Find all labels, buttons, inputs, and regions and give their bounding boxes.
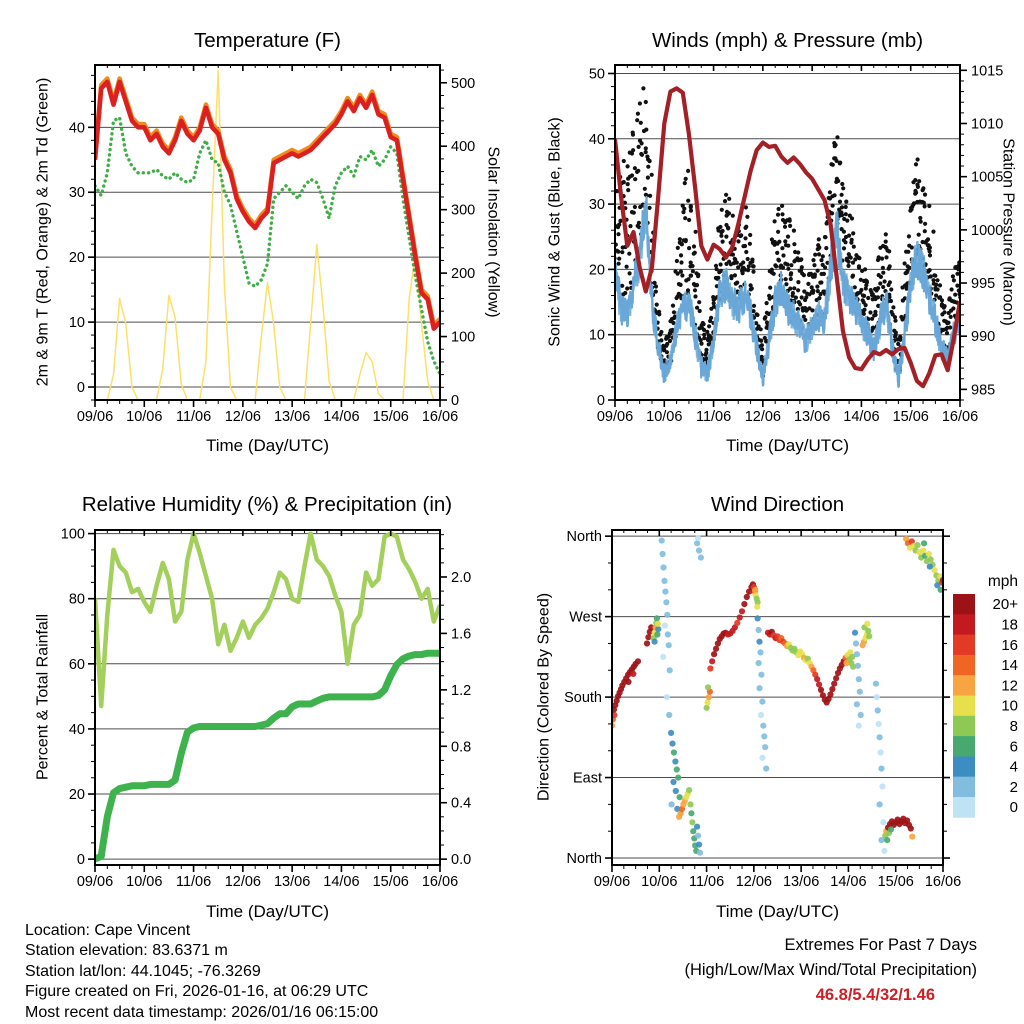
svg-text:14/06: 14/06 <box>830 874 867 890</box>
svg-text:16/06: 16/06 <box>941 409 979 425</box>
station-info-block <box>25 921 378 1023</box>
extremes-subtitle: (High/Low/Max Wind/Total Precipitation) <box>684 961 977 979</box>
svg-text:11/06: 11/06 <box>688 874 725 890</box>
y-axis-label-temperature-left: 2m & 9m T (Red, Orange) & 2m Td (Green) <box>34 77 52 387</box>
svg-text:0: 0 <box>1009 799 1018 817</box>
svg-text:10: 10 <box>588 327 605 344</box>
svg-text:09/06: 09/06 <box>76 409 114 425</box>
svg-text:14/06: 14/06 <box>843 409 880 425</box>
svg-text:14: 14 <box>1001 657 1018 675</box>
svg-text:16/06: 16/06 <box>421 409 459 425</box>
svg-text:16/06: 16/06 <box>421 874 459 890</box>
x-axis-label-winds: Time (Day/UTC) <box>725 436 850 455</box>
svg-text:12/06: 12/06 <box>224 874 262 890</box>
svg-text:13/06: 13/06 <box>273 874 311 890</box>
svg-text:North: North <box>566 851 602 868</box>
figure-created: Figure created on Fri, 2026-01-16, at 06:29 UTC <box>25 983 369 1001</box>
svg-text:500: 500 <box>451 75 476 92</box>
svg-text:12/06: 12/06 <box>735 874 773 890</box>
svg-text:995: 995 <box>971 276 996 293</box>
svg-text:East: East <box>572 770 602 787</box>
svg-text:16/06: 16/06 <box>924 874 962 890</box>
svg-text:100: 100 <box>451 329 476 346</box>
svg-text:16: 16 <box>1001 636 1018 654</box>
svg-text:0: 0 <box>451 393 460 409</box>
svg-text:10/06: 10/06 <box>641 874 678 890</box>
svg-text:15/06: 15/06 <box>372 874 409 890</box>
svg-text:14/06: 14/06 <box>323 874 360 890</box>
svg-text:15/06: 15/06 <box>877 874 914 890</box>
svg-text:990: 990 <box>971 329 996 346</box>
svg-text:20: 20 <box>588 262 605 279</box>
y-axis-label-direction-left: Direction (Colored By Speed) <box>535 592 553 802</box>
svg-text:10/06: 10/06 <box>646 409 683 425</box>
svg-text:8: 8 <box>1009 717 1018 735</box>
svg-text:South: South <box>564 690 602 707</box>
svg-text:10/06: 10/06 <box>126 874 163 890</box>
svg-text:09/06: 09/06 <box>76 874 114 890</box>
svg-text:200: 200 <box>451 266 476 283</box>
svg-text:40: 40 <box>68 120 85 137</box>
svg-text:30: 30 <box>68 185 85 202</box>
panel-title-wind-direction: Wind Direction <box>710 493 845 516</box>
svg-text:1005: 1005 <box>971 169 1004 186</box>
svg-text:10: 10 <box>1001 697 1018 715</box>
svg-text:1000: 1000 <box>971 222 1004 239</box>
svg-text:13/06: 13/06 <box>273 409 311 425</box>
svg-text:13/06: 13/06 <box>793 409 831 425</box>
svg-text:40: 40 <box>588 131 605 148</box>
svg-text:14/06: 14/06 <box>323 409 360 425</box>
station-latlon: Station lat/lon: 44.1045; -76.3269 <box>25 962 261 980</box>
extremes-title: Extremes For Past 7 Days <box>784 936 977 954</box>
svg-text:80: 80 <box>68 591 85 608</box>
svg-text:50: 50 <box>588 66 605 83</box>
panel-title-humidity-precip: Relative Humidity (%) & Precipitation (in) <box>81 493 453 516</box>
svg-text:12: 12 <box>1001 677 1018 695</box>
svg-text:0.8: 0.8 <box>451 739 472 756</box>
svg-text:North: North <box>566 529 602 546</box>
svg-text:60: 60 <box>68 656 85 673</box>
svg-text:1.6: 1.6 <box>451 626 472 643</box>
panel-title-winds-pressure: Winds (mph) & Pressure (mb) <box>651 29 924 52</box>
data-timestamp: Most recent data timestamp: 2026/01/16 06:15:00 <box>25 1003 379 1021</box>
svg-text:10/06: 10/06 <box>126 409 163 425</box>
svg-text:11/06: 11/06 <box>175 409 212 425</box>
svg-text:12/06: 12/06 <box>224 409 262 425</box>
svg-text:09/06: 09/06 <box>593 874 631 890</box>
station-location: Location: Cape Vincent <box>25 922 191 939</box>
y-axis-label-pressure-right: Station Pressure (Maroon) <box>999 138 1017 326</box>
svg-text:13/06: 13/06 <box>782 874 820 890</box>
svg-text:1.2: 1.2 <box>451 682 472 699</box>
svg-text:20+: 20+ <box>992 596 1018 614</box>
svg-text:18: 18 <box>1001 616 1018 634</box>
svg-text:15/06: 15/06 <box>372 409 409 425</box>
svg-text:30: 30 <box>588 197 605 214</box>
svg-text:300: 300 <box>451 202 476 219</box>
svg-text:20: 20 <box>68 787 85 804</box>
svg-text:11/06: 11/06 <box>695 409 732 425</box>
svg-text:0: 0 <box>76 852 85 869</box>
svg-text:0.4: 0.4 <box>451 795 472 812</box>
y-axis-label-wind-left: Sonic Wind & Gust (Blue, Black) <box>546 117 564 347</box>
svg-text:2.0: 2.0 <box>451 569 472 586</box>
x-axis-label-humidity: Time (Day/UTC) <box>205 902 330 921</box>
svg-text:4: 4 <box>1009 758 1018 776</box>
svg-text:100: 100 <box>60 526 85 543</box>
svg-text:West: West <box>569 609 602 626</box>
extremes-values: 46.8/5.4/32/1.46 <box>815 986 935 1004</box>
svg-text:1010: 1010 <box>971 116 1004 133</box>
svg-text:11/06: 11/06 <box>175 874 212 890</box>
svg-text:6: 6 <box>1009 738 1018 756</box>
svg-text:2: 2 <box>1009 778 1018 796</box>
svg-text:15/06: 15/06 <box>892 409 929 425</box>
svg-text:0: 0 <box>596 393 605 409</box>
svg-text:0.0: 0.0 <box>451 852 472 869</box>
svg-text:mph: mph <box>987 573 1018 590</box>
x-axis-label-temperature: Time (Day/UTC) <box>205 436 330 455</box>
x-axis-label-direction: Time (Day/UTC) <box>715 902 840 921</box>
svg-text:985: 985 <box>971 382 996 399</box>
svg-text:10: 10 <box>68 315 85 332</box>
y-axis-label-rainfall-left: Percent & Total Rainfall <box>34 614 52 781</box>
svg-text:09/06: 09/06 <box>596 409 634 425</box>
svg-text:0: 0 <box>76 380 85 397</box>
y-axis-label-solar-right: Solar Insolation (Yellow) <box>484 146 502 318</box>
svg-text:40: 40 <box>68 721 85 738</box>
svg-text:1015: 1015 <box>971 63 1004 80</box>
panel-title-temperature: Temperature (F) <box>194 29 341 52</box>
svg-text:400: 400 <box>451 139 476 156</box>
station-elevation: Station elevation: 83.6371 m <box>25 942 228 960</box>
svg-text:12/06: 12/06 <box>744 409 782 425</box>
svg-text:20: 20 <box>68 250 85 267</box>
